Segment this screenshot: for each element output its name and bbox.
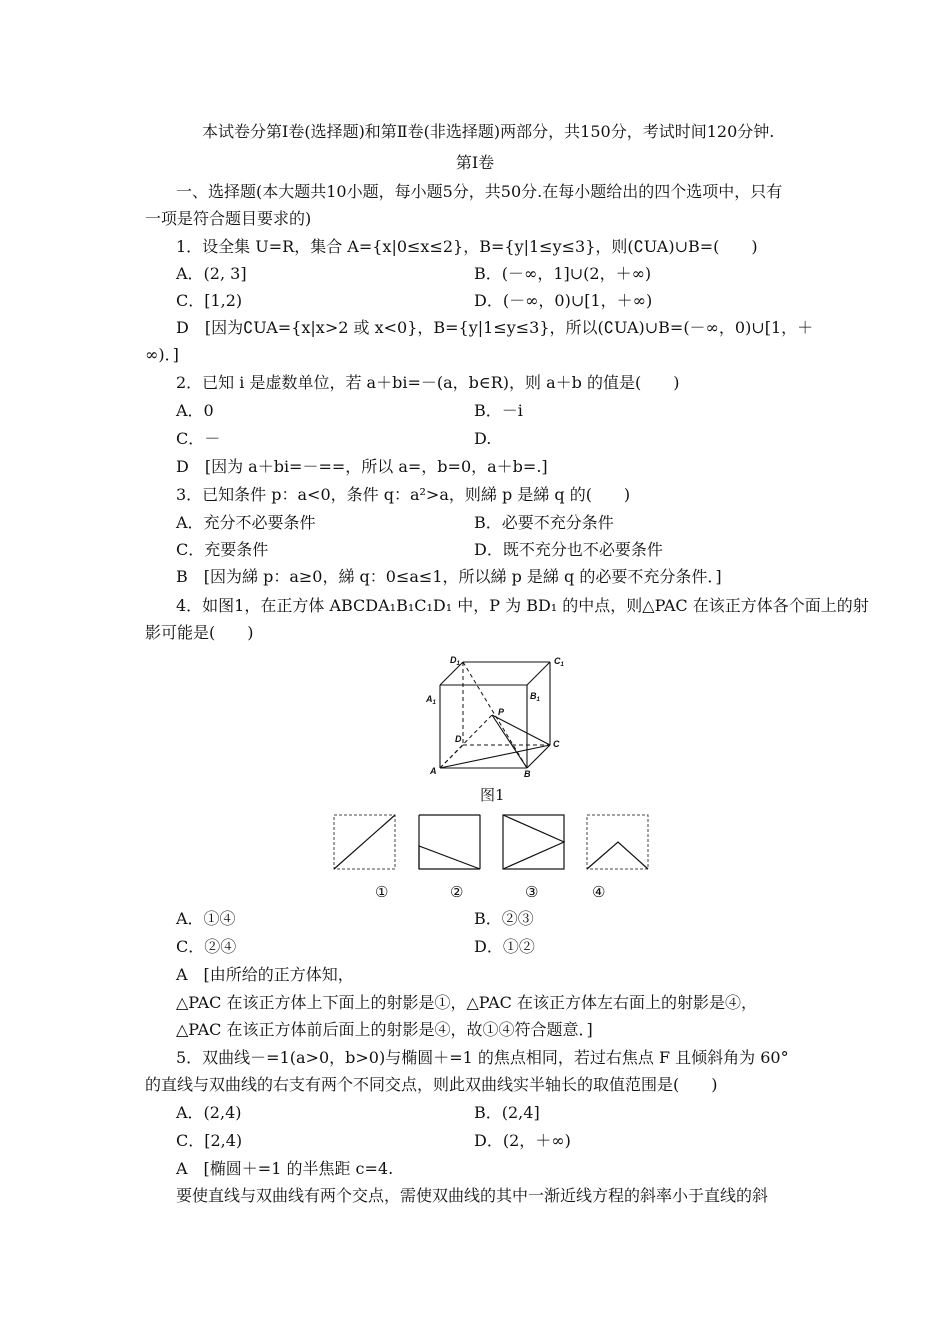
q2-option-d: D. <box>474 429 492 448</box>
q3-option-c: C．充要条件 <box>176 540 269 559</box>
projection-3 <box>502 814 566 870</box>
projection-4 <box>586 814 650 870</box>
q1-option-a: A．(2, 3] <box>176 264 247 283</box>
cube-figure <box>420 650 580 780</box>
projection-label-3: ③ <box>525 883 539 901</box>
q3-option-a: A．充分不必要条件 <box>176 513 316 532</box>
q1-option-d: D．(－∞，0)∪[1，＋∞) <box>474 291 653 310</box>
q5-option-d: D．(2，＋∞) <box>474 1131 571 1150</box>
q4-option-a: A．①④ <box>176 909 236 928</box>
q4-option-c: C．②④ <box>176 937 237 956</box>
q4-stem-line1: 4．如图1，在正方体 ABCDA₁B₁C₁D₁ 中，P 为 BD₁ 的中点，则△PAC 在该正方体各个面上的射 <box>176 596 869 615</box>
q5-answer-line2: 要使直线与双曲线有两个交点，需使双曲线的其中一渐近线方程的斜率小于直线的斜 <box>176 1186 769 1205</box>
q4-answer-line1: A [由所给的正方体知， <box>176 965 354 984</box>
q3-option-d: D．既不充分也不必要条件 <box>474 540 663 559</box>
q5-option-a: A．(2,4) <box>176 1103 242 1122</box>
projection-label-1: ① <box>375 883 389 901</box>
q3-answer: B [因为綈 p：a≥0，綈 q：0≤a≤1，所以綈 p 是綈 q 的必要不充分条件．] <box>176 567 722 586</box>
label-d: D <box>455 734 462 744</box>
label-p: P <box>498 707 505 717</box>
projection-label-4: ④ <box>592 883 606 901</box>
q5-option-b: B．(2,4] <box>474 1103 540 1122</box>
projection-label-2: ② <box>450 883 464 901</box>
section-heading-line2: 一项是符合题目要求的) <box>145 209 312 228</box>
q1-option-c: C．[1,2) <box>176 291 243 310</box>
label-b: B <box>524 769 531 779</box>
q4-answer-line2: △PAC 在该正方体上下面上的射影是①，△PAC 在该正方体左右面上的射影是④， <box>176 993 757 1012</box>
label-d1: $D_1$ <box>450 655 460 667</box>
q5-option-c: C．[2,4) <box>176 1131 243 1150</box>
q2-option-a: A．0 <box>176 401 214 420</box>
q5-stem-line2: 的直线与双曲线的右支有两个不同交点，则此双曲线实半轴长的取值范围是( ) <box>145 1075 718 1094</box>
q4-stem-line2: 影可能是( ) <box>145 623 254 642</box>
q5-stem-line1: 5．双曲线－=1(a>0，b>0)与椭圆＋=1 的焦点相同，若过右焦点 F 且倾斜角为 60° <box>176 1048 789 1067</box>
q2-answer: D [因为 a＋bi=－==，所以 a=，b=0，a＋b=.] <box>176 457 548 476</box>
q1-stem: 1．设全集 U=R，集合 A={x|0≤x≤2}，B={y|1≤y≤3}，则(∁UA)∪B=( ) <box>176 237 758 256</box>
q4-option-d: D．①② <box>474 937 535 956</box>
q1-option-b: B．(－∞，1]∪(2，＋∞) <box>474 264 652 283</box>
figure-caption: 图1 <box>480 786 505 804</box>
exam-intro: 本试卷分第Ⅰ卷(选择题)和第Ⅱ卷(非选择题)两部分，共150分，考试时间120分钟. <box>202 122 775 141</box>
projection-1 <box>333 814 397 870</box>
label-c1: $C_1$ <box>554 656 564 668</box>
projection-2 <box>418 814 482 870</box>
label-b1: $B_1$ <box>530 691 540 703</box>
label-a: A <box>430 766 437 776</box>
q2-option-c: C．－ <box>176 429 221 448</box>
q2-stem: 2．已知 i 是虚数单位，若 a＋bi=－(a，b∈R)，则 a＋b 的值是( ) <box>176 373 680 392</box>
part-title: 第Ⅰ卷 <box>455 153 495 172</box>
q1-answer-line2: ∞)．] <box>145 345 179 364</box>
label-a1: $A_1$ <box>426 694 436 706</box>
label-c: C <box>553 739 560 749</box>
q4-answer-line3: △PAC 在该正方体前后面上的射影是④，故①④符合题意．] <box>176 1020 593 1039</box>
q3-option-b: B．必要不充分条件 <box>474 513 614 532</box>
section-heading-line1: 一、选择题(本大题共10小题，每小题5分，共50分.在每小题给出的四个选项中，只有 <box>176 182 783 201</box>
q4-option-b: B．②③ <box>474 909 534 928</box>
q1-answer-line1: D [因为∁UA={x|x>2 或 x<0}，B={y|1≤y≤3}，所以(∁UA)∪B=(－∞，0)∪[1，＋ <box>176 318 814 337</box>
q2-option-b: B．－i <box>474 401 523 420</box>
q5-answer-line1: A [椭圆＋=1 的半焦距 c=4. <box>176 1159 394 1178</box>
q3-stem: 3．已知条件 p：a<0，条件 q：a²>a，则綈 p 是綈 q 的( ) <box>176 485 631 504</box>
